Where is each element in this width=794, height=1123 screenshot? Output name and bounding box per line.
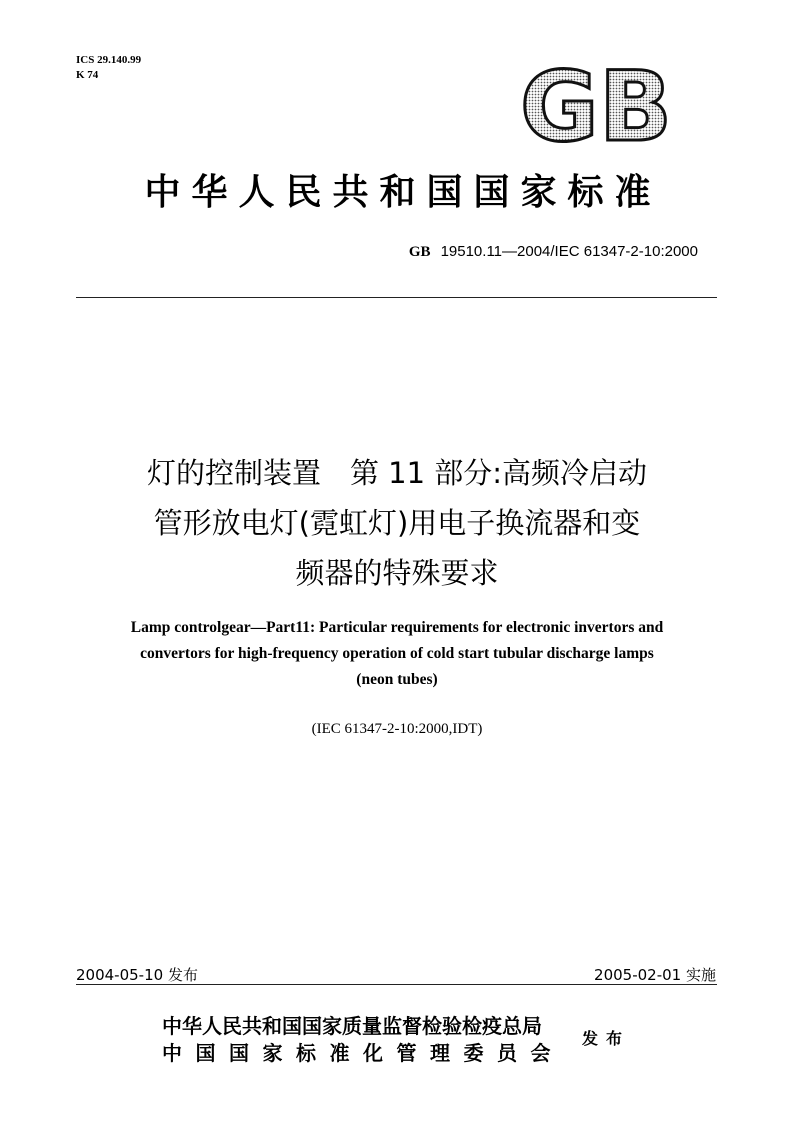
implementation-date: 2005-02-01 实施: [594, 966, 716, 984]
national-standard-heading: 中华人民共和国国家标准: [144, 172, 662, 213]
ics-code: ICS 29.140.99: [76, 54, 142, 66]
title-en-line: Lamp controlgear—Part11: Particular requirements for electronic invertors and: [130, 619, 664, 636]
publish-label: 发布: [582, 1029, 631, 1048]
title-en-line: (neon tubes): [356, 671, 438, 688]
standard-prefix: GB: [408, 244, 431, 260]
footer-divider: [76, 984, 717, 985]
equivalence-statement: (IEC 61347-2-10:2000,IDT): [311, 721, 483, 737]
title-cn-line: 频器的特殊要求: [295, 556, 499, 590]
title-chinese: [60, 448, 734, 598]
category-code: K 74: [76, 69, 99, 81]
title-english: [60, 615, 734, 693]
standard-number: [409, 243, 698, 261]
standard-code: 19510.11—2004/IEC 61347-2-10:2000: [440, 243, 698, 260]
ics-classification: [76, 53, 141, 83]
issuing-authorities: [162, 1013, 564, 1067]
release-date: 2004-05-10 发布: [76, 966, 198, 984]
title-cn-line: 灯的控制装置 第 11 部分:高频冷启动: [146, 456, 648, 490]
title-cn-line: 管形放电灯(霓虹灯)用电子换流器和变: [153, 506, 641, 540]
issuer-sac: 中国国家标准化管理委员会: [162, 1041, 564, 1065]
gb-logo: [516, 60, 676, 148]
header-divider: [76, 297, 717, 298]
title-en-line: convertors for high-frequency operation of cold start tubular discharge lamps: [140, 645, 654, 662]
gb-logo-text: GB: [520, 60, 672, 148]
issuer-aqsiq: 中华人民共和国国家质量监督检验检疫总局: [162, 1014, 542, 1038]
